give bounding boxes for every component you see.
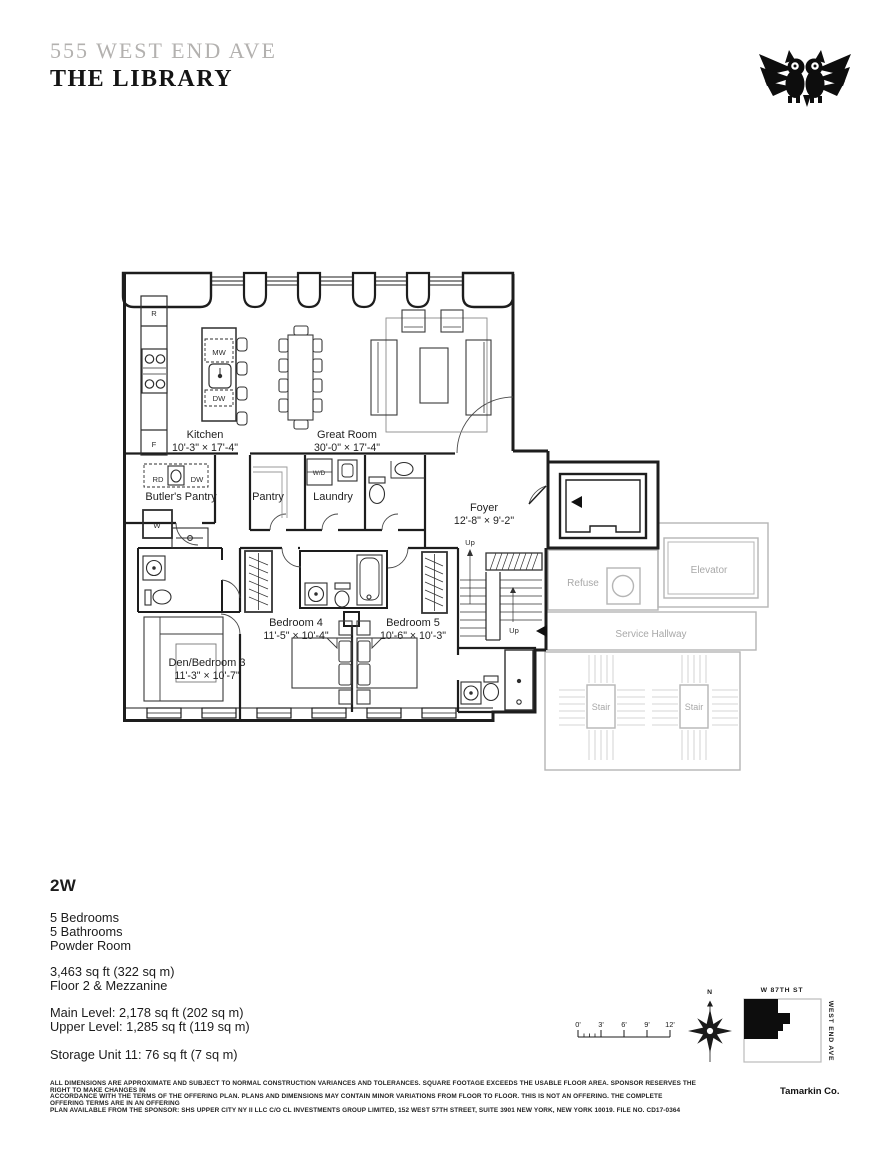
bottom-windows — [147, 708, 456, 718]
laundry-label: Laundry — [313, 491, 353, 503]
upper-level-area: Upper Level: 1,285 sq ft (119 sq m) — [50, 1019, 250, 1035]
unit-number: 2W — [50, 876, 77, 895]
key-plan — [744, 999, 821, 1062]
building-name: THE LIBRARY — [50, 66, 234, 92]
feature-bathrooms: 5 Bathrooms — [50, 924, 123, 940]
dishwasher-label: DW — [212, 394, 226, 403]
twin-owls-logo-icon — [759, 50, 851, 107]
fridge-label: R — [151, 309, 157, 318]
bedroom4-dims: 11'-5" × 10'-4" — [263, 630, 329, 642]
disclaimer-line-1: ALL DIMENSIONS ARE APPROXIMATE AND SUBJECT TO NORMAL CONSTRUCTION VARIANCES AND TOLERANCES. SQUARE FOOTAGE EXCEEDS THE USABLE FLOOR AREA. SPONSOR RESERVES THE RIGHT TO MAKE CHANGES IN — [50, 1080, 697, 1094]
unit-area — [50, 965, 174, 993]
microwave-label: MW — [212, 348, 226, 357]
great-room-furniture — [279, 310, 491, 432]
scale-6: 6' — [621, 1020, 627, 1029]
bedroom5-bath-fixtures — [461, 650, 533, 710]
street-right-label: WEST END AVE — [827, 1000, 834, 1062]
company-name: Tamarkin Co. — [780, 1086, 840, 1097]
up2-label: Up — [509, 626, 519, 635]
kitchen-dims: 10'-3" × 17'-4" — [171, 442, 239, 454]
foyer-dims: 12'-8" × 9'-2" — [453, 515, 515, 527]
feature-bedrooms: 5 Bedrooms — [50, 910, 119, 925]
scale-12: 12' — [665, 1020, 675, 1029]
closets — [245, 551, 447, 613]
compass-icon — [685, 1001, 736, 1063]
private-elevator — [548, 462, 658, 548]
building-address: 555 WEST END AVE — [50, 38, 277, 63]
stair2-label: Stair — [684, 702, 704, 712]
powder-room-fixtures — [143, 556, 171, 605]
freezer-label: F — [151, 440, 157, 449]
up1-label: Up — [465, 538, 475, 547]
stair1-label: Stair — [591, 702, 611, 712]
scale-3: 3' — [598, 1020, 604, 1029]
disclaimer-line-3: PLAN AVAILABLE FROM THE SPONSOR: SHS UPPER CITY NY II LLC C/O CL INVESTMENTS GROUP LIMITED, 152 WEST 57TH STREET, SUITE 3901 NEW YORK, NEW YORK 10019. FILE NO. CD17-0364 — [50, 1106, 681, 1114]
wine-label: W — [153, 521, 161, 530]
total-area: 3,463 sq ft (322 sq m) — [50, 964, 175, 979]
unit-levels — [50, 1006, 250, 1034]
bedroom4-label: Bedroom 4 — [269, 617, 323, 629]
pantry-label: Pantry — [252, 491, 284, 503]
service-hallway-label: Service Hallway — [615, 629, 687, 640]
feature-powder-room: Powder Room — [50, 938, 132, 954]
refuse-label: Refuse — [567, 578, 599, 589]
unit-stairs — [460, 549, 542, 640]
common-areas — [545, 523, 768, 770]
floor-info: Floor 2 & Mezzanine — [50, 978, 168, 994]
den-bedroom3-dims: 11'-3" × 10'-7" — [174, 670, 240, 682]
washer-dryer-label: W/D — [312, 470, 326, 477]
disclaimer-line-2: ACCORDANCE WITH THE TERMS OF THE OFFERING PLAN. PLANS AND DIMENSIONS MAY CONTAIN MINOR VARIATIONS FROM FLOOR TO FLOOR. THIS IS NOT AN OFFERING. THE COMPLETE OFFERING TERMS ARE IN AN OFFERING — [50, 1093, 663, 1108]
unit-features — [50, 911, 131, 954]
compass-north-label: N — [707, 989, 713, 996]
pantry-laundry-fixtures — [253, 459, 425, 518]
shared-bath-fixtures — [305, 555, 382, 607]
dishwasher2-label: DW — [190, 475, 204, 484]
foyer-label: Foyer — [469, 502, 499, 514]
scale-9: 9' — [644, 1020, 650, 1029]
bedroom5-label: Bedroom 5 — [386, 617, 440, 629]
storage-info: Storage Unit 11: 76 sq ft (7 sq m) — [50, 1047, 238, 1062]
service-entry-arrow-icon — [536, 625, 547, 637]
elevator-label: Elevator — [690, 565, 728, 576]
butlers-pantry-label: Butler's Pantry — [145, 491, 217, 503]
refrigerator-drawer-label: RD — [152, 475, 164, 484]
den-bedroom3-label: Den/Bedroom 3 — [168, 657, 246, 669]
great-room-dims: 30'-0" × 17'-4" — [313, 442, 381, 454]
scale-bar — [578, 1030, 670, 1037]
entry-arrow-icon — [571, 496, 582, 508]
main-level-area: Main Level: 2,178 sq ft (202 sq m) — [50, 1005, 244, 1020]
street-top-label: W 87TH ST — [760, 987, 804, 994]
scale-0: 0' — [575, 1020, 581, 1029]
kitchen-label: Kitchen — [186, 429, 224, 441]
great-room-label: Great Room — [317, 429, 377, 441]
stair-treads — [559, 655, 738, 760]
bedroom5-dims: 10'-6" × 10'-3" — [379, 630, 447, 642]
legal-disclaimer — [50, 1081, 698, 1115]
